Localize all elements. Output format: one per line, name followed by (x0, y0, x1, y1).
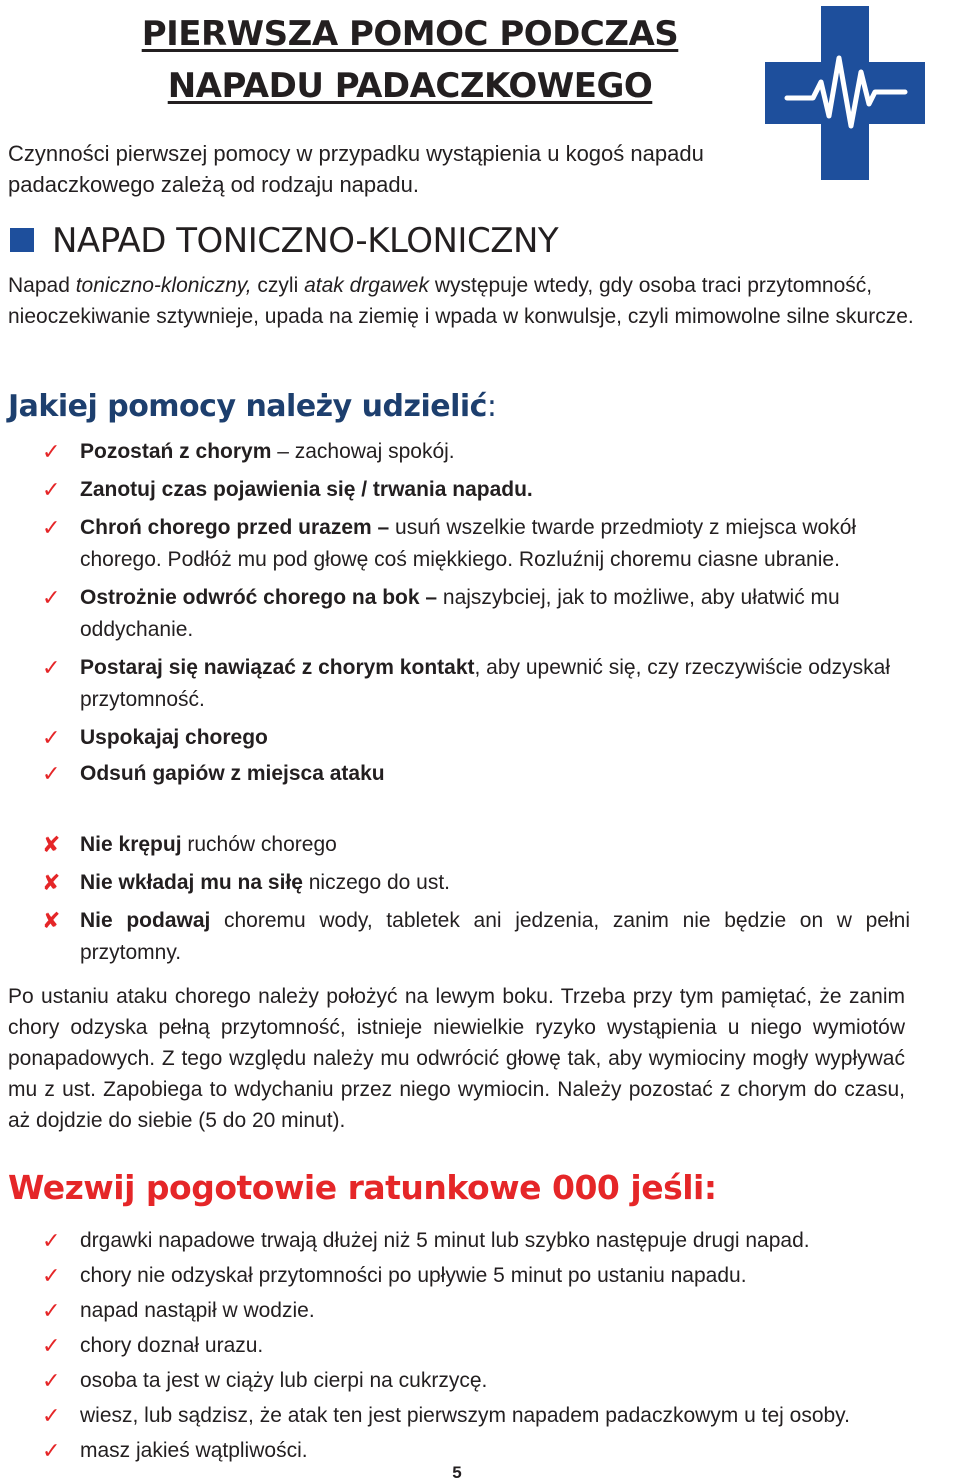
list-item: ✓ Uspokajaj chorego (0, 722, 960, 754)
title-line-1: PIERWSZA POMOC PODCZAS (141, 14, 679, 54)
checkmark-icon: ✓ (42, 515, 61, 540)
page-title (130, 8, 690, 112)
list-item: ✘ Nie krępuj ruchów chorego (0, 829, 960, 861)
after-attack-text: Po ustaniu ataku chorego należy położyć na lewym boku. Trzeba przy tym pamiętać, że zanim chory odzyska pełną przytomność, istnieje niewielkie ryzyko wystąpienia u niego wymiotów ponapadowych. Z tego względu należy mu odwrócić głowę tak, aby wymiociny mogły wypływać mu z ust. Zapobiega to wdychaniu przez niego wymiocin. Należy pozostać z chorym do czasu, aż dojdzie do siebie (5 do 20 minut). (8, 985, 905, 1132)
cross-mark-icon: ✘ (42, 832, 61, 857)
checkmark-icon: ✓ (42, 585, 61, 610)
list-item: ✓ chory nie odzyskał przytomności po upływie 5 minut po ustaniu napadu. (0, 1259, 960, 1293)
checkmark-icon: ✓ (42, 1333, 61, 1358)
checkmark-icon: ✓ (42, 477, 61, 502)
list-item: ✓ masz jakieś wątpliwości. (0, 1434, 960, 1468)
ambulance-heading: Wezwij pogotowie ratunkowe 000 jeśli: (8, 1168, 717, 1207)
page-number: 5 (452, 1463, 462, 1482)
dont-list (0, 829, 960, 975)
checkmark-icon: ✓ (42, 1263, 61, 1288)
section-heading: NAPAD TONICZNO-KLONICZNY (52, 221, 559, 261)
list-item: ✓ napad nastąpił w wodzie. (0, 1294, 960, 1328)
checkmark-icon: ✓ (42, 1403, 61, 1428)
list-item: ✓ Ostrożnie odwróć chorego na bok – najszybciej, jak to możliwe, aby ułatwić mu oddychanie. (0, 582, 960, 646)
list-item: ✓ drgawki napadowe trwają dłużej niż 5 minut lub szybko następuje drugi napad. (0, 1224, 960, 1258)
cross-mark-icon: ✘ (42, 870, 61, 895)
list-item: ✓ wiesz, lub sądzisz, że atak ten jest pierwszym napadem padaczkowym u tej osoby. (0, 1399, 960, 1433)
list-item: ✓ Zanotuj czas pojawienia się / trwania napadu. (0, 474, 960, 506)
checkmark-icon: ✓ (42, 761, 61, 786)
checkmark-icon: ✓ (42, 1298, 61, 1323)
list-item: ✓ Postaraj się nawiązać z chorym kontakt, aby upewnić się, czy rzeczywiście odzyskał przytomność. (0, 652, 960, 716)
title-line-2: NAPADU PADACZKOWEGO (167, 66, 653, 106)
checkmark-icon: ✓ (42, 725, 61, 750)
list-item: ✓ Pozostań z chorym – zachowaj spokój. (0, 436, 960, 468)
checkmark-icon: ✓ (42, 1228, 61, 1253)
intro-text: Czynności pierwszej pomocy w przypadku wystąpienia u kogoś napadu padaczkowego zależą od rodzaju napadu. (8, 141, 704, 197)
checkmark-icon: ✓ (42, 655, 61, 680)
checkmark-icon: ✓ (42, 1438, 61, 1463)
help-heading: Jakiej pomocy należy udzielić: (8, 389, 497, 424)
medical-cross-heartbeat-icon (765, 6, 925, 180)
list-item: ✓ osoba ta jest w ciąży lub cierpi na cukrzycę. (0, 1364, 960, 1398)
list-item: ✓ chory doznał urazu. (0, 1329, 960, 1363)
list-item: ✓ Chroń chorego przed urazem – usuń wszelkie twarde przedmioty z miejsca wokół chorego. Podłóż mu pod głowę coś miękkiego. Rozluźnij choremu ciasne ubranie. (0, 512, 960, 576)
cross-mark-icon: ✘ (42, 908, 61, 933)
list-item: ✘ Nie wkładaj mu na siłę niczego do ust. (0, 867, 960, 899)
help-list (0, 436, 960, 796)
checkmark-icon: ✓ (42, 1368, 61, 1393)
section-description: Napad toniczno-kloniczny, czyli atak drgawek występuje wtedy, gdy osoba traci przytomność, nieoczekiwanie sztywnieje, upada na ziemię i wpada w konwulsje, czyli mimowolne silne skurcze. (8, 274, 914, 328)
list-item: ✓ Odsuń gapiów z miejsca ataku (0, 758, 960, 790)
blue-square-icon (10, 228, 34, 252)
checkmark-icon: ✓ (42, 439, 61, 464)
ambulance-list (0, 1224, 960, 1469)
list-item: ✘ Nie podawaj choremu wody, tabletek ani jedzenia, zanim nie będzie on w pełni przytomny. (0, 905, 960, 969)
